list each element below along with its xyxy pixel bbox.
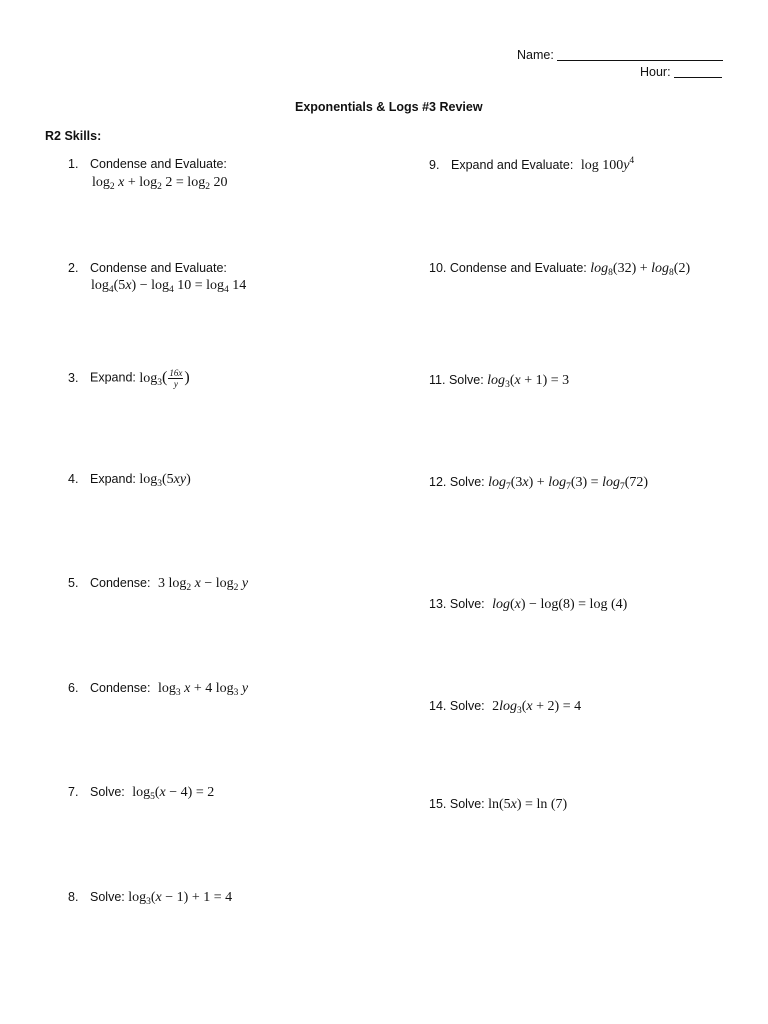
problem-number: 12. [429,475,447,489]
problem-label: Solve: [90,785,125,799]
problem-number: 8. [68,890,79,904]
problem-label: Condense and Evaluate: [90,261,227,275]
problem-13 [429,597,627,613]
problem-3 [68,368,190,389]
problem-4 [68,472,191,488]
problem-2 [68,261,227,275]
name-label: Name: [517,48,554,62]
problem-number: 10. [429,261,447,275]
problem-3-expression: $\log_3$( $\frac{16x}{y}$ ) [139,368,190,389]
problem-label: Solve: [90,890,125,904]
problem-4-expression: $\log_3(5xy)$ [139,472,191,489]
problem-8-expression: $\log_3(x - 1) + 1 = 4$ [128,890,233,907]
problem-14 [429,699,581,715]
problem-number: 13. [429,597,447,611]
problem-6-expression: $\log_3 x + 4$ $\log_3 y$ [157,681,249,698]
problem-10 [429,261,690,277]
problem-label: Condense: [90,576,151,590]
hour-blank[interactable] [674,65,722,78]
problem-10-expression: $\log_8(32) + \log_8(2)$ [590,261,691,278]
problem-8 [68,890,232,906]
problem-number: 7. [68,785,79,799]
problem-number: 1. [68,157,79,171]
name-field [517,48,723,62]
problem-1-expression: $\log_2 x + \log_2 2 = \log_2 20$ [92,175,228,192]
problem-label: Expand: [90,472,136,486]
problem-7-expression: $\log_5(x - 4) = 2$ [132,785,215,802]
problem-7 [68,785,214,801]
problem-6 [68,681,248,697]
problem-12-expression: $\log_7(3x) + \log_7(3) = \log_7(72)$ [488,475,649,492]
problem-label: Solve: [448,373,484,387]
problem-label: Solve: [449,475,485,489]
problem-11 [429,373,569,389]
problem-9 [429,158,634,174]
problem-14-expression: $2\log_3(x + 2) = 4$ [492,699,582,716]
problem-label: Solve: [449,597,485,611]
section-heading: R2 Skills: [45,129,102,143]
problem-number: 2. [68,261,79,275]
name-blank[interactable] [557,48,723,61]
problem-12 [429,475,648,491]
problem-label: Solve: [449,699,485,713]
problem-label: Solve: [449,797,485,811]
problem-label: Expand and Evaluate: [451,158,574,172]
problem-5-expression: 3 $\log_2 x - \log_2 y$ [157,576,249,593]
problem-15-expression: ln(5x) = ln (7) [488,797,568,812]
hour-field [640,65,722,79]
problem-5 [68,576,248,592]
problem-number: 3. [68,370,79,385]
problem-number: 5. [68,576,79,590]
problem-number: 9. [429,158,440,172]
problem-number: 6. [68,681,79,695]
problem-label: Condense and Evaluate: [90,157,227,171]
problem-number: 11. [429,373,446,387]
problem-2-expression: $\log_4(5x) - \log_4 10 = \log_4 14$ [91,278,247,295]
page-title: Exponentials & Logs #3 Review [295,100,483,114]
problem-1 [68,157,227,171]
problem-label: Condense and Evaluate: [449,261,587,275]
problem-number: 14. [429,699,447,713]
problem-number: 15. [429,797,447,811]
problem-9-expression: $\log 100y^4$ [580,156,635,173]
problem-15 [429,797,567,813]
problem-11-expression: $\log_3(x + 1) = 3$ [487,373,570,390]
problem-number: 4. [68,472,79,486]
problem-label: Condense: [90,681,151,695]
hour-label: Hour: [640,65,671,79]
problem-label: Expand: [90,370,136,385]
problem-13-expression: log(x) − log(8) = log (4) [492,597,628,612]
